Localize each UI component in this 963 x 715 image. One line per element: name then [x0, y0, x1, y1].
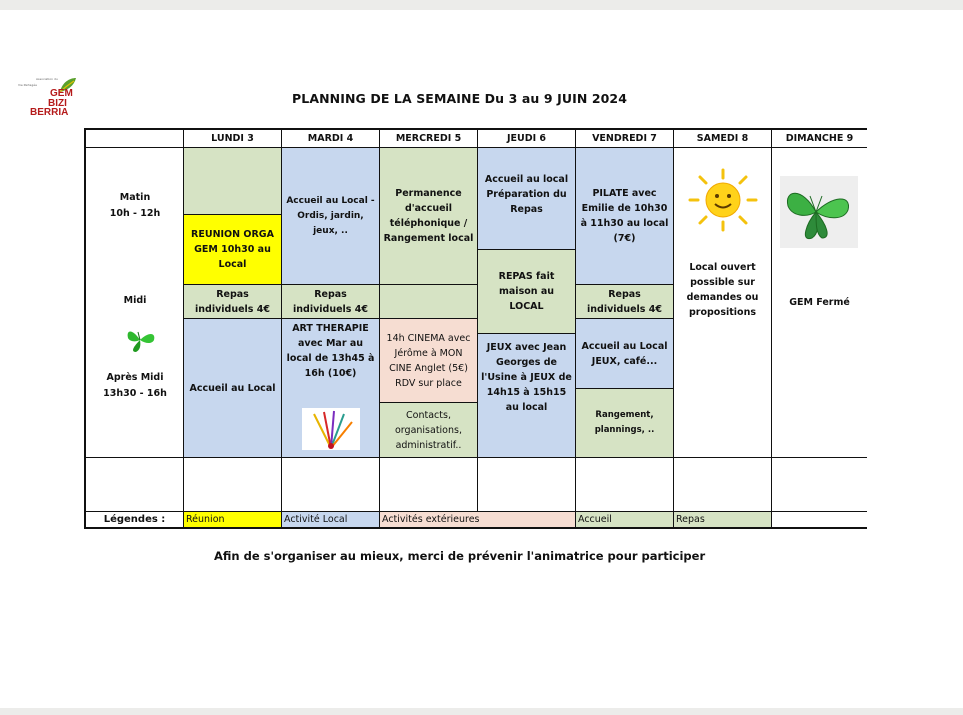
empty-row-cell [478, 458, 576, 512]
mercredi-cinema: 14h CINEMA avec Jérôme à MON CINE Anglet (5€) RDV sur place [380, 319, 478, 403]
empty-row-cell [184, 458, 282, 512]
lundi-apres-midi: Accueil au Local [184, 319, 282, 458]
butterfly-icon [124, 322, 160, 356]
mardi-matin: Accueil au Local - Ordis, jardin, jeux, .. [282, 148, 380, 285]
lundi-matin-empty [184, 148, 282, 215]
empty-row-cell [282, 458, 380, 512]
dimanche-ferme: GEM Fermé [772, 148, 867, 458]
jeudi-matin: Accueil au local Préparation du Repas [478, 148, 576, 250]
mardi-repas: Repas individuels 4€ [282, 285, 380, 319]
header-day: JEUDI 6 [478, 130, 576, 148]
header-day: SAMEDI 8 [674, 130, 772, 148]
empty-row-cell [772, 458, 867, 512]
mercredi-midi-empty [380, 285, 478, 319]
vendredi-pilate: PILATE avec Emilie de 10h30 à 11h30 au local (7€) [576, 148, 674, 285]
legend-activite-local: Activité Local [282, 512, 380, 527]
logo-line1: Association du [36, 77, 58, 81]
legend-label: Légendes : [86, 512, 184, 527]
vendredi-rangement: Rangement, plannings, .. [576, 389, 674, 458]
period-apres-midi: Après Midi 13h30 - 16h [103, 372, 167, 399]
legend-repas: Repas [674, 512, 772, 527]
lundi-repas: Repas individuels 4€ [184, 285, 282, 319]
samedi-info: Local ouvert possible sur demandes ou propositions [674, 148, 772, 458]
lundi-reunion: REUNION ORGA GEM 10h30 au Local [184, 215, 282, 285]
butterfly-icon [780, 176, 858, 248]
header-day: VENDREDI 7 [576, 130, 674, 148]
logo-berria: BERRIA [30, 107, 69, 118]
header-day: DIMANCHE 9 [772, 130, 867, 148]
footer-note: Afin de s'organiser au mieux, merci de prévenir l'animatrice pour participer [214, 549, 706, 563]
gem-bizi-berria-logo [14, 76, 78, 122]
weekly-schedule-table [84, 128, 867, 529]
mercredi-administratif: Contacts, organisations, administratif.. [380, 403, 478, 458]
jeudi-jeux: JEUX avec Jean Georges de l'Usine à JEUX de 14h15 à 15h15 au local [478, 334, 576, 458]
jeudi-repas: REPAS fait maison au LOCAL [478, 250, 576, 334]
period-matin: Matin 10h - 12h [109, 192, 161, 219]
logo-bizi: BIZI [48, 98, 67, 109]
empty-row-cell [674, 458, 772, 512]
header-day: LUNDI 3 [184, 130, 282, 148]
header-empty [86, 130, 184, 148]
art-splash-image [302, 408, 360, 450]
period-midi: Midi [123, 295, 147, 306]
sun-icon [688, 168, 758, 232]
legend-reunion: Réunion [184, 512, 282, 527]
header-day: MARDI 4 [282, 130, 380, 148]
mercredi-matin: Permanence d'accueil téléphonique / Rangement local [380, 148, 478, 285]
vendredi-repas: Repas individuels 4€ [576, 285, 674, 319]
page-title: PLANNING DE LA SEMAINE Du 3 au 9 JUIN 2024 [292, 91, 628, 106]
header-day: MERCREDI 5 [380, 130, 478, 148]
legend-empty [772, 512, 867, 527]
logo-gem: GEM [50, 88, 73, 99]
vendredi-accueil: Accueil au Local JEUX, café... [576, 319, 674, 389]
empty-row-cell [576, 458, 674, 512]
empty-row-cell [86, 458, 184, 512]
legend-activites-exterieures: Activités extérieures [380, 512, 576, 527]
legend-accueil: Accueil [576, 512, 674, 527]
empty-row-cell [380, 458, 478, 512]
logo-line2: Vie Partagée [18, 83, 37, 87]
mardi-art-therapie: ART THERAPIE avec Mar au local de 13h45 à 16h (10€) [286, 323, 375, 379]
